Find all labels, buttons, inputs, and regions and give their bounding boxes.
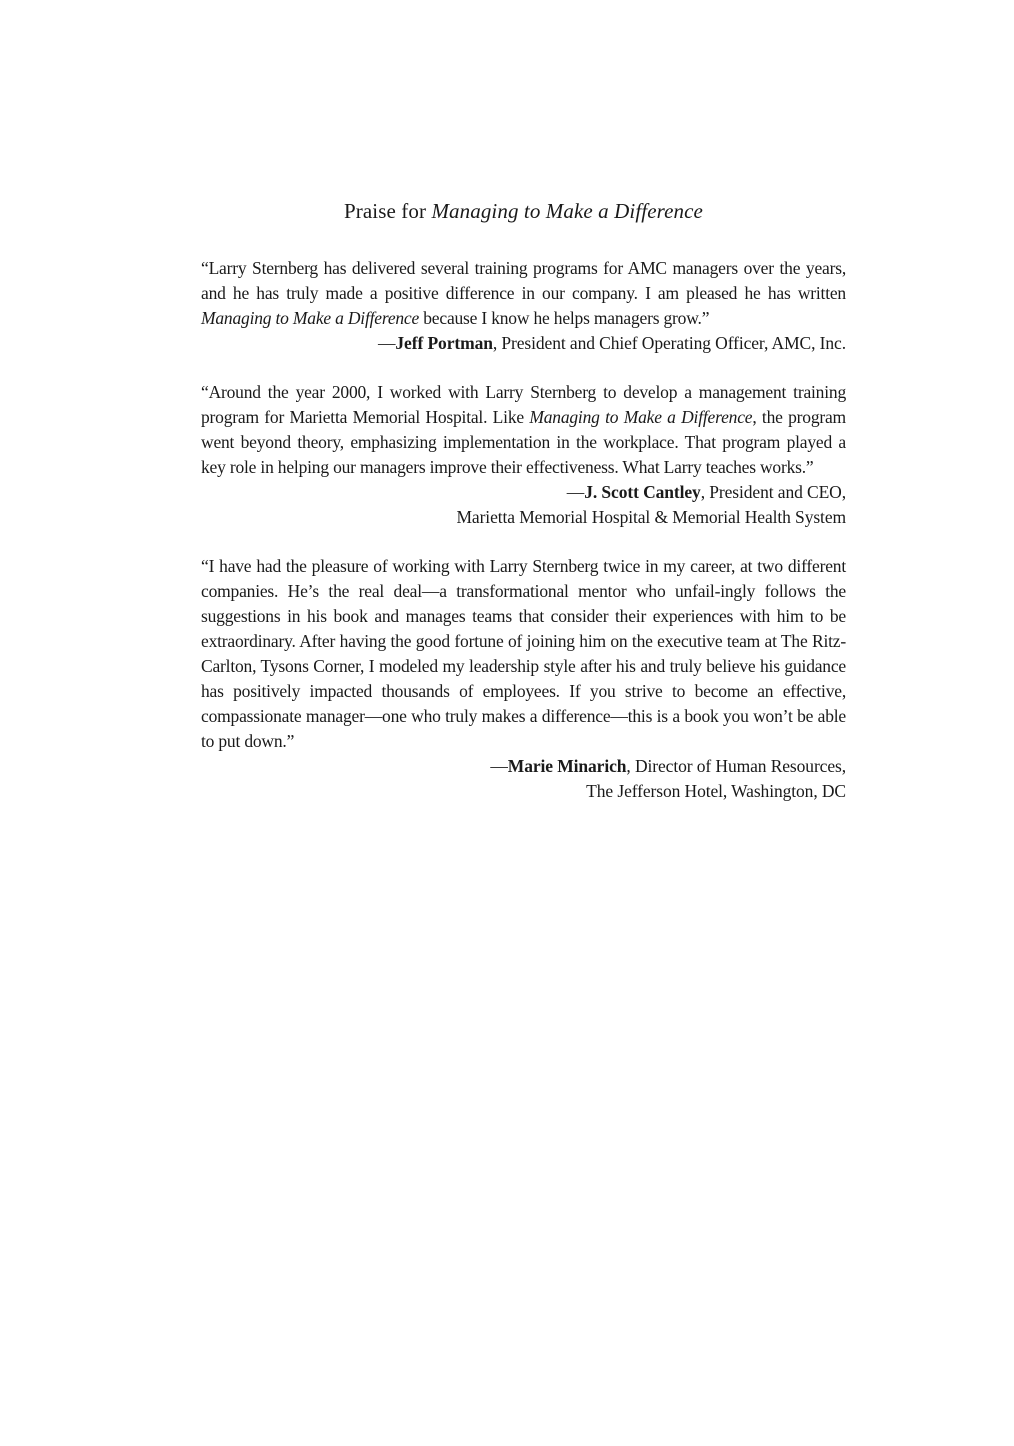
praise-block-portman <box>201 256 846 356</box>
page-title-book-name: Managing to Make a Difference <box>431 199 703 223</box>
attribution-title: , Director of Human Resources, <box>626 756 846 776</box>
praise-attribution <box>201 480 846 505</box>
quote-segment-book-title: Managing to Make a Difference <box>529 407 753 427</box>
quote-segment: “Around the year 2000, I worked with Larry Sternberg to develop a management training program for Marietta Memorial Hospital. Like <box>201 382 846 427</box>
attribution-name: Marie Minarich <box>507 756 627 776</box>
attribution-affiliation: Marietta Memorial Hospital & Memorial Health System <box>456 507 846 527</box>
attribution-dash: — <box>378 333 396 353</box>
page-title-prefix: Praise for <box>344 199 432 223</box>
attribution-name: Jeff Portman <box>395 333 493 353</box>
praise-page <box>201 196 846 828</box>
attribution-name: J. Scott Cantley <box>584 482 701 502</box>
praise-attribution <box>201 331 846 356</box>
quote-segment: “Larry Sternberg has delivered several training programs for AMC managers over the years, and he has truly made a positive difference in our company. I am pleased he has written <box>201 258 846 303</box>
praise-quote <box>201 256 846 331</box>
quote-segment: , the program went beyond theory, emphasizing implementation in the workplace. That program played a key role in helping our managers improve their effectiveness. What Larry teaches works.” <box>201 407 846 477</box>
attribution-affiliation: The Jefferson Hotel, Washington, DC <box>586 781 846 801</box>
page-title <box>201 196 846 226</box>
attribution-title: , President and Chief Operating Officer, AMC, Inc. <box>492 333 846 353</box>
praise-block-minarich <box>201 554 846 804</box>
praise-attribution <box>201 754 846 779</box>
praise-quote <box>201 554 846 754</box>
quote-segment: because I know he helps managers grow.” <box>419 308 710 328</box>
attribution-dash: — <box>566 482 585 502</box>
quote-segment-book-title: Managing to Make a Difference <box>201 308 420 328</box>
quote-segment: “I have had the pleasure of working with Larry Sternberg twice in my career, at two different companies. He’s the real deal—a transformational mentor who unfail-ingly follows the suggestions in his book and manages teams that consider their experiences with him to be extraordinary. After having the good fortune of joining him on the executive team at The Ritz-Carlton, Tysons Corner, I modeled my leadership style after his and truly believe his guidance has positively impacted thousands of employees. If you strive to become an effective, compassionate manager—one who truly makes a difference—this is a book you won’t be able to put down.” <box>201 556 846 751</box>
attribution-title: , President and CEO, <box>700 482 846 502</box>
attribution-dash: — <box>490 756 508 776</box>
praise-block-cantley <box>201 380 846 530</box>
praise-quote <box>201 380 846 480</box>
